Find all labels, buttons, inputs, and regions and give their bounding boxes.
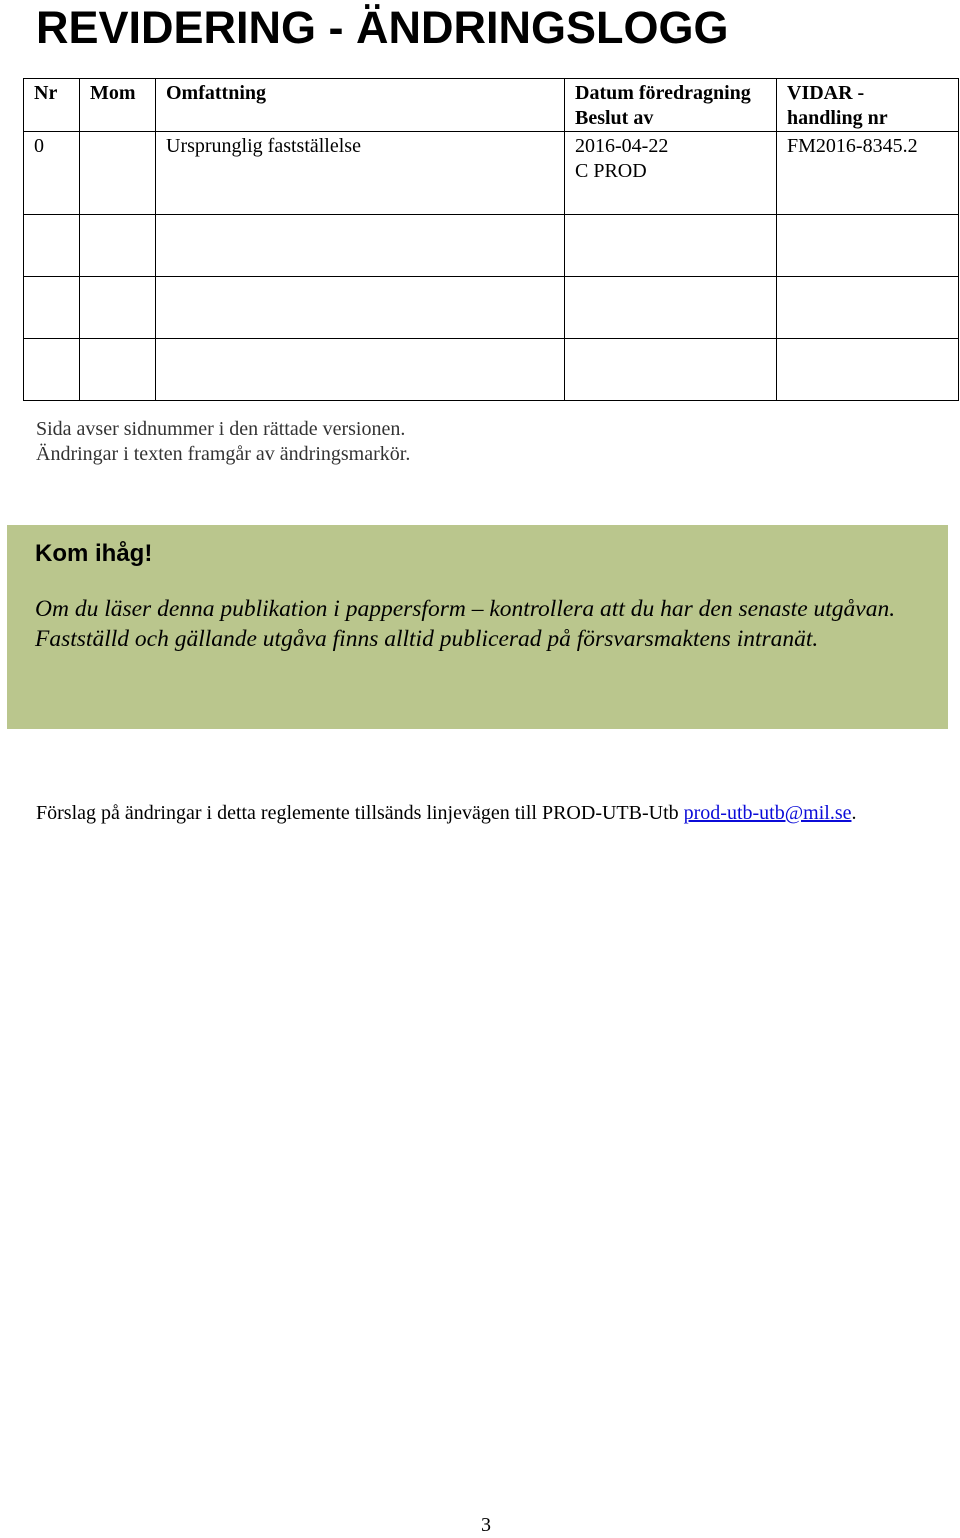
reminder-heading: Kom ihåg! — [35, 540, 153, 567]
cell-empty — [156, 215, 565, 277]
cell-empty — [777, 339, 959, 401]
table-row — [24, 132, 959, 215]
cell-nr: 0 — [24, 132, 80, 215]
cell-empty — [565, 215, 777, 277]
cell-mom — [80, 132, 156, 215]
page-title: REVIDERING - ÄNDRINGSLOGG — [36, 2, 729, 53]
cell-empty — [80, 339, 156, 401]
cell-empty — [777, 277, 959, 339]
cell-empty — [24, 215, 80, 277]
reminder-text: Om du läser denna publikation i pappersform – kontrollera att du har den senaste utgåvan. Fastställd och gällande utgåva finns alltid publicerad på försvarsmaktens intranät. — [35, 596, 896, 652]
table-row-empty — [24, 215, 959, 277]
note-page-reference: Sida avser sidnummer i den rättade versionen. — [36, 418, 406, 440]
cell-empty — [24, 277, 80, 339]
cell-empty — [565, 277, 777, 339]
reminder-box — [7, 525, 948, 729]
cell-vidar: FM2016-8345.2 — [777, 132, 959, 215]
cell-empty — [80, 215, 156, 277]
cell-empty — [156, 277, 565, 339]
table-row-empty — [24, 277, 959, 339]
cell-datum-date: 2016-04-22 — [575, 135, 669, 157]
cell-empty — [80, 277, 156, 339]
email-link[interactable]: prod-utb-utb@mil.se — [683, 802, 852, 824]
cell-omfattning: Ursprunglig fastställelse — [156, 132, 565, 215]
cell-empty — [156, 339, 565, 401]
header-vidar-line2: handling nr — [787, 107, 888, 129]
cell-empty — [24, 339, 80, 401]
revision-notes — [36, 417, 410, 467]
header-vidar-line1: VIDAR - — [787, 82, 865, 104]
revision-log-table — [23, 78, 959, 401]
header-vidar — [777, 79, 959, 132]
table-header-row — [24, 79, 959, 132]
header-omfattning: Omfattning — [156, 79, 565, 132]
header-datum-line2: Beslut av — [575, 107, 654, 129]
cell-datum — [565, 132, 777, 215]
header-datum — [565, 79, 777, 132]
suggestion-paragraph — [36, 800, 856, 826]
cell-empty — [777, 215, 959, 277]
header-mom: Mom — [80, 79, 156, 132]
suggestion-suffix: . — [851, 802, 857, 824]
cell-empty — [565, 339, 777, 401]
page-number: 3 — [481, 1514, 491, 1536]
table-row-empty — [24, 339, 959, 401]
suggestion-text: Förslag på ändringar i detta reglemente tillsänds linjevägen till PROD-UTB-Utb — [36, 802, 684, 824]
header-datum-line1: Datum föredragning — [575, 82, 751, 104]
header-nr: Nr — [24, 79, 80, 132]
cell-datum-beslut: C PROD — [575, 160, 647, 182]
note-change-marker: Ändringar i texten framgår av ändringsmarkör. — [36, 443, 411, 465]
